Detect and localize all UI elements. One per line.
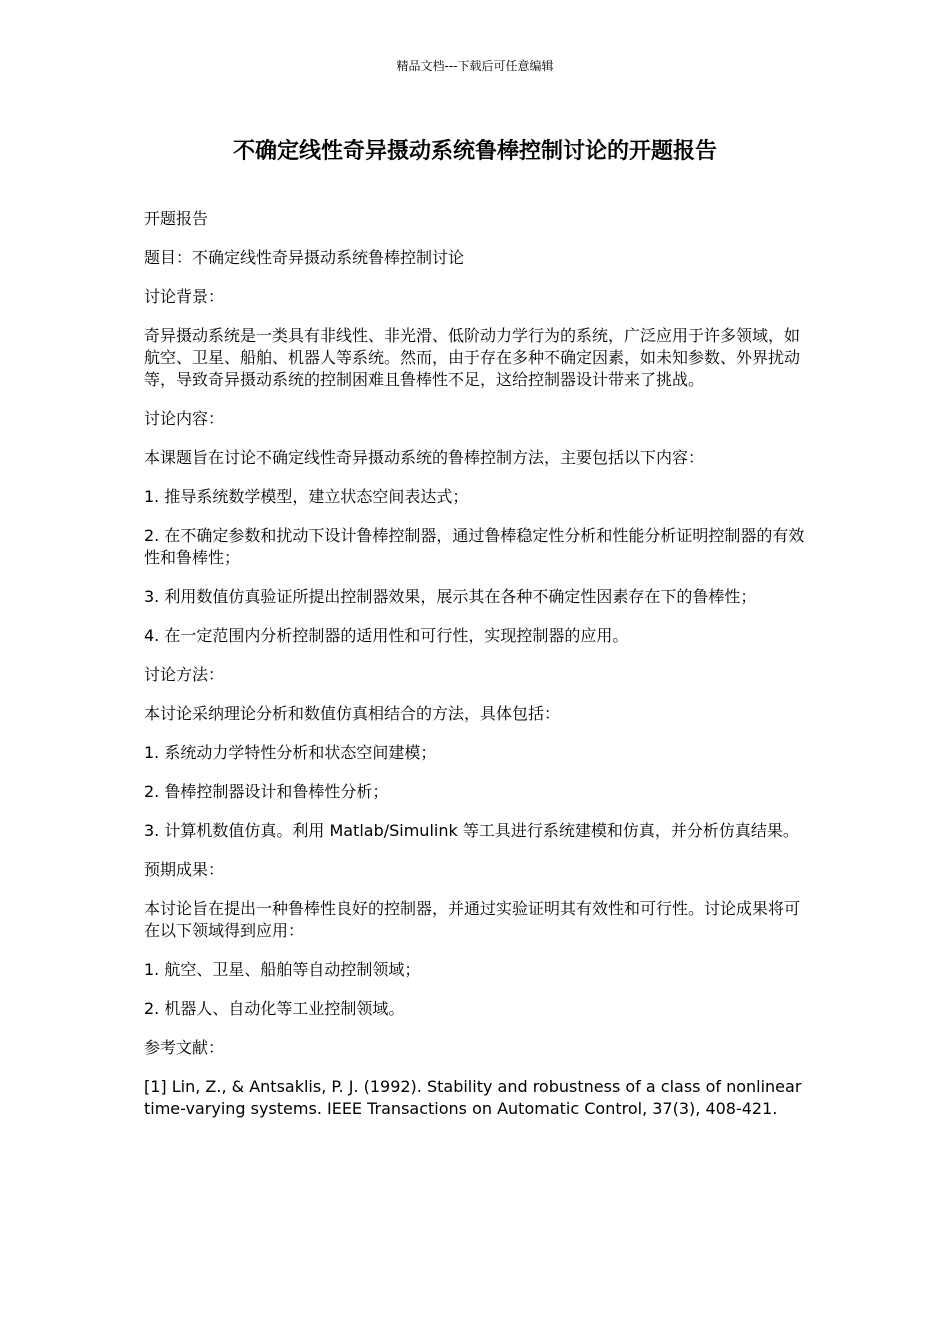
paragraph-expected-results: 本讨论旨在提出一种鲁棒性良好的控制器，并通过实验证明其有效性和可行性。讨论成果将可在以下领域得到应用： xyxy=(144,899,801,940)
list-item-content-2: 2. 在不确定参数和扰动下设计鲁棒控制器，通过鲁棒稳定性分析和性能分析证明控制器的有效性和鲁棒性； xyxy=(144,526,805,567)
paragraph-method-intro: 本讨论采纳理论分析和数值仿真相结合的方法，具体包括： xyxy=(144,704,561,723)
list-item-method-1: 1. 系统动力学特性分析和状态空间建模； xyxy=(144,743,437,762)
list-item-content-1: 1. 推导系统数学模型，建立状态空间表达式； xyxy=(144,487,469,506)
heading-expected-results: 预期成果： xyxy=(144,860,225,879)
list-item-content-3: 3. 利用数值仿真验证所提出控制器效果，展示其在各种不确定性因素存在下的鲁棒性； xyxy=(144,587,757,606)
heading-method: 讨论方法： xyxy=(144,665,225,684)
heading-references: 参考文献： xyxy=(144,1038,225,1057)
heading-background: 讨论背景： xyxy=(144,287,225,306)
heading-content: 讨论内容： xyxy=(144,409,225,428)
paragraph-topic: 题目：不确定线性奇异摄动系统鲁棒控制讨论 xyxy=(144,248,465,267)
paragraph-report-label: 开题报告 xyxy=(144,209,209,228)
list-item-method-2: 2. 鲁棒控制器设计和鲁棒性分析； xyxy=(144,782,389,801)
paragraph-content-intro: 本课题旨在讨论不确定线性奇异摄动系统的鲁棒控制方法，主要包括以下内容： xyxy=(144,448,705,467)
reference-item-1: [1] Lin, Z., & Antsaklis, P. J. (1992). Stability and robustness of a class of nonlinear time-varying systems. IEEE Transactions on Automatic Control, 37(3), 408-421. xyxy=(144,1077,802,1118)
list-item-content-4: 4. 在一定范围内分析控制器的适用性和可行性，实现控制器的应用。 xyxy=(144,626,629,645)
list-item-results-1: 1. 航空、卫星、船舶等自动控制领域； xyxy=(144,960,421,979)
paragraph-background: 奇异摄动系统是一类具有非线性、非光滑、低阶动力学行为的系统，广泛应用于许多领域，如航空、卫星、船舶、机器人等系统。然而，由于存在多种不确定因素，如未知参数、外界扰动等，导致奇异摄动系统的控制困难且鲁棒性不足，这给控制器设计带来了挑战。 xyxy=(144,326,801,389)
document-body xyxy=(144,208,812,1137)
document-title: 不确定线性奇异摄动系统鲁棒控制讨论的开题报告 xyxy=(232,139,717,164)
list-item-method-3: 3. 计算机数值仿真。利用 Matlab/Simulink 等工具进行系统建模和仿真，并分析仿真结果。 xyxy=(144,821,799,840)
page-header-note: 精品文档---下载后可任意编辑 xyxy=(396,59,554,73)
list-item-results-2: 2. 机器人、自动化等工业控制领域。 xyxy=(144,999,405,1018)
